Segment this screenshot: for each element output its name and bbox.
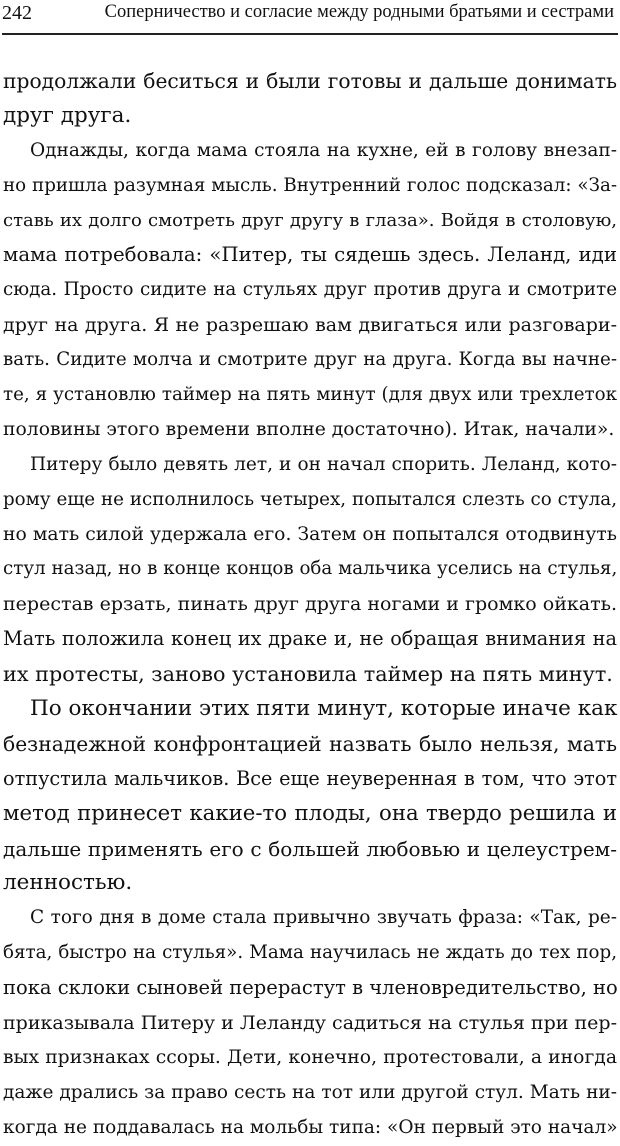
text-line: приказывала Питеру и Леланду садиться на стулья при пер- — [3, 1012, 617, 1035]
body-text — [3, 64, 617, 1146]
text-line: Мать положила конец их драке и, не обращая внимания на — [3, 627, 617, 651]
text-line: их протесты, заново установила таймер на пять минут. — [3, 662, 613, 687]
text-line: По окончании этих пяти минут, которые иначе как — [30, 696, 618, 722]
paragraph — [3, 692, 617, 901]
text-line: но пришла разумная мысль. Внутренний голос подсказал: «За- — [3, 174, 617, 196]
text-line: пока склоки сыновей перерастут в членовредительство, но — [3, 976, 618, 1000]
text-line: отпустила мальчиков. Все еще неуверенная в том, что этот — [3, 766, 617, 790]
text-line: ленностью. — [3, 870, 133, 896]
text-line: стул назад, но в конце концов оба мальчика уселись на стулья, — [3, 558, 618, 580]
text-line: продолжали беситься и были готовы и дальше донимать — [3, 69, 617, 93]
paragraph — [3, 448, 617, 692]
paragraph — [3, 134, 617, 448]
text-line: перестав ерзать, пинать друг друга ногами и громко ойкать. — [3, 593, 617, 616]
paragraph — [3, 64, 617, 134]
text-line: половины этого времени вполне достаточно). Итак, начали». — [3, 418, 615, 440]
paragraph — [3, 901, 617, 1145]
text-line: вать. Сидите молча и смотрите друг на друга. Когда вы начне- — [3, 349, 617, 371]
text-line: Однажды, когда мама стояла на кухне, ей в голову внезап- — [30, 139, 617, 161]
text-line: метод принесет какие-то плоды, она твердо решила и — [3, 800, 617, 826]
text-line: Питеру было девять лет, и он начал спорить. Леланд, кото- — [30, 453, 617, 475]
text-line: друг друга. — [3, 102, 132, 128]
text-line: бята, быстро на стулья». Мама научилась не ждать до тех пор, — [3, 942, 617, 964]
text-line: когда не поддавалась на мольбы типа: «Он первый это начал» — [3, 1116, 618, 1138]
text-line: сюда. Просто сидите на стульях друг против друга и смотрите — [3, 279, 617, 301]
page-number: 242 — [2, 2, 32, 24]
running-title: Соперничество и согласие между родными братьями и сестрами — [104, 2, 614, 22]
page-header — [2, 0, 618, 35]
text-line: ставь их долго смотреть друг другу в глаза». Войдя в столовую, — [3, 209, 617, 231]
text-line: но мать силой удержала его. Затем он попытался отодвинуть — [3, 523, 617, 545]
text-line: С того дня в доме стала привычно звучать фраза: «Так, ре- — [30, 907, 617, 929]
text-line: те, я установлю таймер на пять минут (для двух или трехлеток — [3, 384, 617, 406]
text-line: вых признаках ссоры. Дети, конечно, протестовали, а иногда — [3, 1046, 617, 1068]
text-line: мама потребовала: «Питер, ты сядешь здесь. Леланд, иди — [3, 243, 617, 267]
text-line: даже дрались за право сесть на тот или другой стул. Мать ни- — [3, 1081, 617, 1103]
text-line: рому еще не исполнилось четырех, попытался слезть со стула, — [3, 488, 617, 510]
text-line: безнадежной конфронтацией назвать было нельзя, мать — [3, 731, 617, 756]
text-line: дальше применять его с большей любовью и целеустрем- — [3, 836, 617, 861]
text-line: друг на друга. Я не разрешаю вам двигаться или разговари- — [3, 314, 617, 337]
